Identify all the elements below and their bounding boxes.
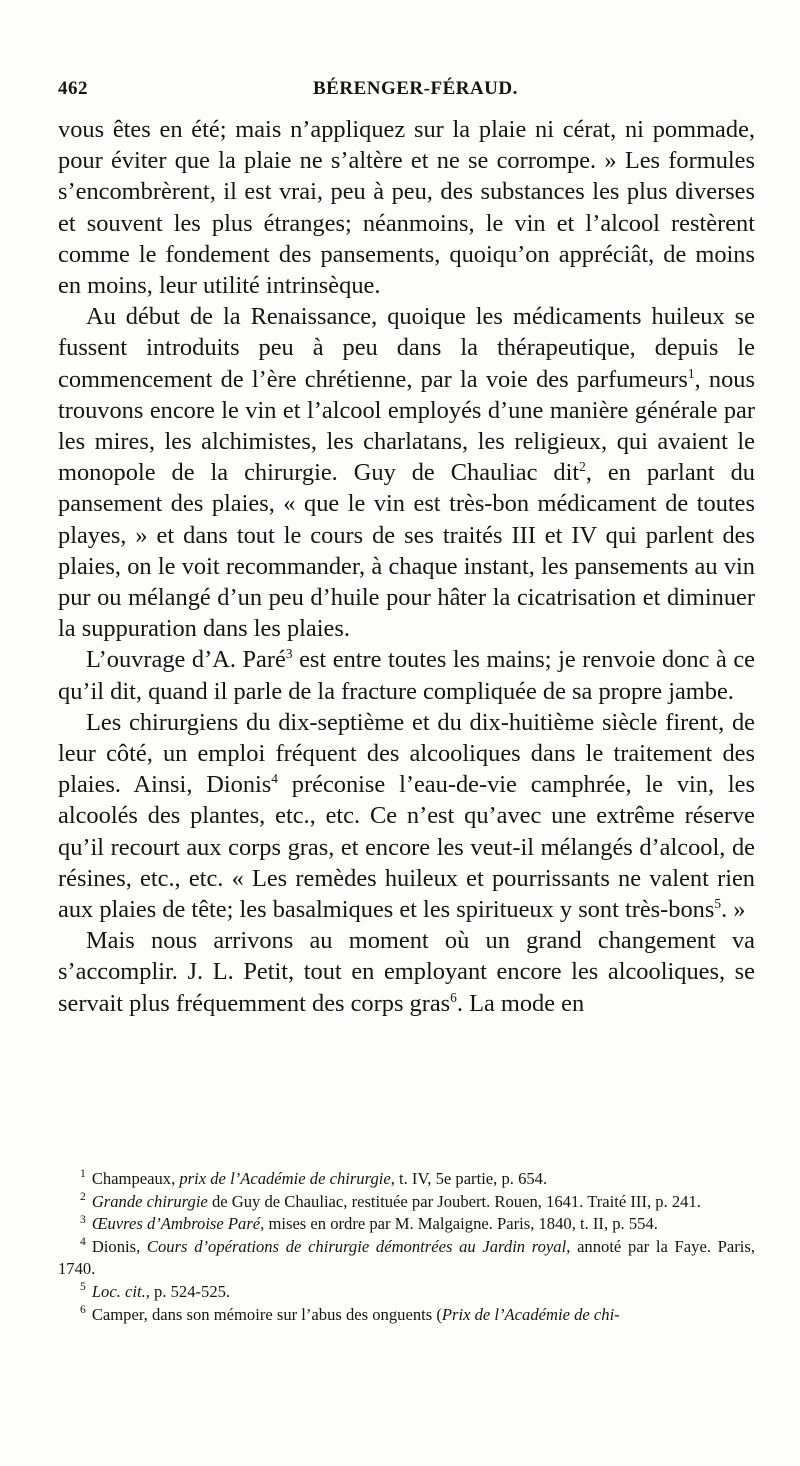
- footnote-reference: 4: [271, 771, 278, 787]
- footnote-reference: 5: [714, 895, 722, 911]
- text-run: , annoté par la Faye. Paris, 1740.: [58, 1236, 755, 1279]
- footnote: [58, 1236, 755, 1281]
- paragraph: [58, 644, 755, 706]
- text-run: , mises en ordre par M. Malgaigne. Paris, 1840, t. II, p. 554.: [260, 1214, 658, 1234]
- text-run: , t. IV, 5e partie, p. 654.: [390, 1169, 548, 1188]
- footnote: [58, 1168, 755, 1191]
- footnote-number: 3: [80, 1212, 86, 1226]
- footnote-reference: 6: [450, 989, 457, 1005]
- text-run: L’ouvrage d’A. Paré: [86, 646, 286, 674]
- footnote-reference: 1: [687, 365, 695, 381]
- text-run: est entre toutes les mains; je renvoie donc à ce qu’il dit, quand il parle de la fracture compliquée de sa propre jambe.: [58, 646, 755, 705]
- footnote-reference: 3: [285, 646, 293, 662]
- running-title: BÉRENGER-FÉRAUD.: [313, 78, 518, 99]
- footnote: [58, 1304, 755, 1327]
- text-run: . La mode en: [456, 989, 585, 1017]
- footnote-reference: 2: [579, 459, 586, 475]
- footnotes: [58, 1168, 755, 1326]
- footnote-number: 5: [80, 1280, 86, 1294]
- text-run: , en parlant du pansement des plaies, « que le vin est très-bon médicament de toutes playes, » et dans tout le cours de ses traités III et IV qui parlent des plaies, on le voit recommander, à chaque instant, les pansements au vin pur ou mélangé d’un peu d’huile pour hâter la cicatrisation et diminuer la suppuration dans les plaies.: [58, 459, 755, 643]
- italic-title: Œuvres d’Ambroise Paré: [91, 1214, 261, 1234]
- paragraph: [58, 925, 755, 1019]
- text-run: Camper, dans son mémoire sur l’abus des onguents (: [91, 1304, 442, 1324]
- text-run: de Guy de Chauliac, restituée par Joubert. Rouen, 1641. Traité III, p. 241.: [207, 1191, 701, 1211]
- text-run: , p. 524-525.: [145, 1281, 231, 1301]
- footnote-number: 4: [80, 1235, 86, 1249]
- italic-title: Prix de l’Académie de chi-: [441, 1304, 620, 1324]
- italic-title: Grande chirurgie: [91, 1191, 208, 1211]
- text-run: Au début de la Renaissance, quoique les médicaments huileux se fussent introduits peu à peu dans la thérapeutique, depuis le commencement de l’ère chrétienne, par la voie des parfumeurs: [58, 303, 755, 393]
- text-run: Les chirurgiens du dix-septième et du dix-huitième siècle firent, de leur côté, un emploi fréquent des alcooliques dans le traitement des plaies. Ainsi, Dionis: [58, 708, 755, 799]
- text-run: Dionis,: [91, 1236, 147, 1256]
- footnote-number: 1: [80, 1167, 86, 1181]
- text-run: , nous trouvons encore le vin et l’alcool employés d’une manière générale par les mires, les alchimistes, les charlatans, les religieux, qui avaient le monopole de la chirurgie. Guy de Chauliac dit: [58, 365, 755, 487]
- page-number: 462: [58, 78, 88, 99]
- text-run: Mais nous arrivons au moment où un grand changement va s’accomplir. J. L. Petit, tout en employant encore les alcooliques, se servait plus fréquemment des corps gras: [58, 927, 755, 1017]
- text-run: Champeaux,: [91, 1169, 180, 1188]
- footnote-number: 6: [80, 1303, 86, 1317]
- text-run: préconise l’eau-de-vie camphrée, le vin, les alcoolés des plantes, etc., etc. Ce n’est qu’avec une extrême réserve qu’il recourt aux corps gras, et encore les veut-il mélangés d’alcool, de résines, etc., etc. « Les remèdes huileux et pourrissants ne valent rien aux plaies de tête; les basalmiques et les spiritueux y sont très-bons: [58, 771, 755, 924]
- footnote: [58, 1213, 755, 1236]
- running-header: [58, 78, 758, 108]
- text-run: . »: [721, 896, 746, 924]
- footnote: [58, 1191, 755, 1214]
- footnote-number: 2: [80, 1190, 86, 1204]
- paragraph: vous êtes en été; mais n’appliquez sur la plaie ni cérat, ni pommade, pour éviter que la plaie ne s’altère et ne se corrompe. » Les formules s’encombrèrent, il est vrai, peu à peu, des substances les plus diverses et souvent les plus étranges; néanmoins, le vin et l’alcool restèrent comme le fondement des pansements, quoiqu’on appréciât, de moins en moins, leur utilité intrinsèque.: [58, 116, 755, 300]
- body-text: [58, 114, 755, 1019]
- italic-title: prix de l’Académie de chirurgie: [179, 1169, 391, 1188]
- italic-title: Cours d’opérations de chirurgie démontrées au Jardin royal: [146, 1236, 567, 1256]
- paragraph: [58, 301, 755, 644]
- footnote: [58, 1281, 755, 1304]
- italic-title: Loc. cit.: [91, 1281, 146, 1301]
- paragraph: [58, 707, 755, 925]
